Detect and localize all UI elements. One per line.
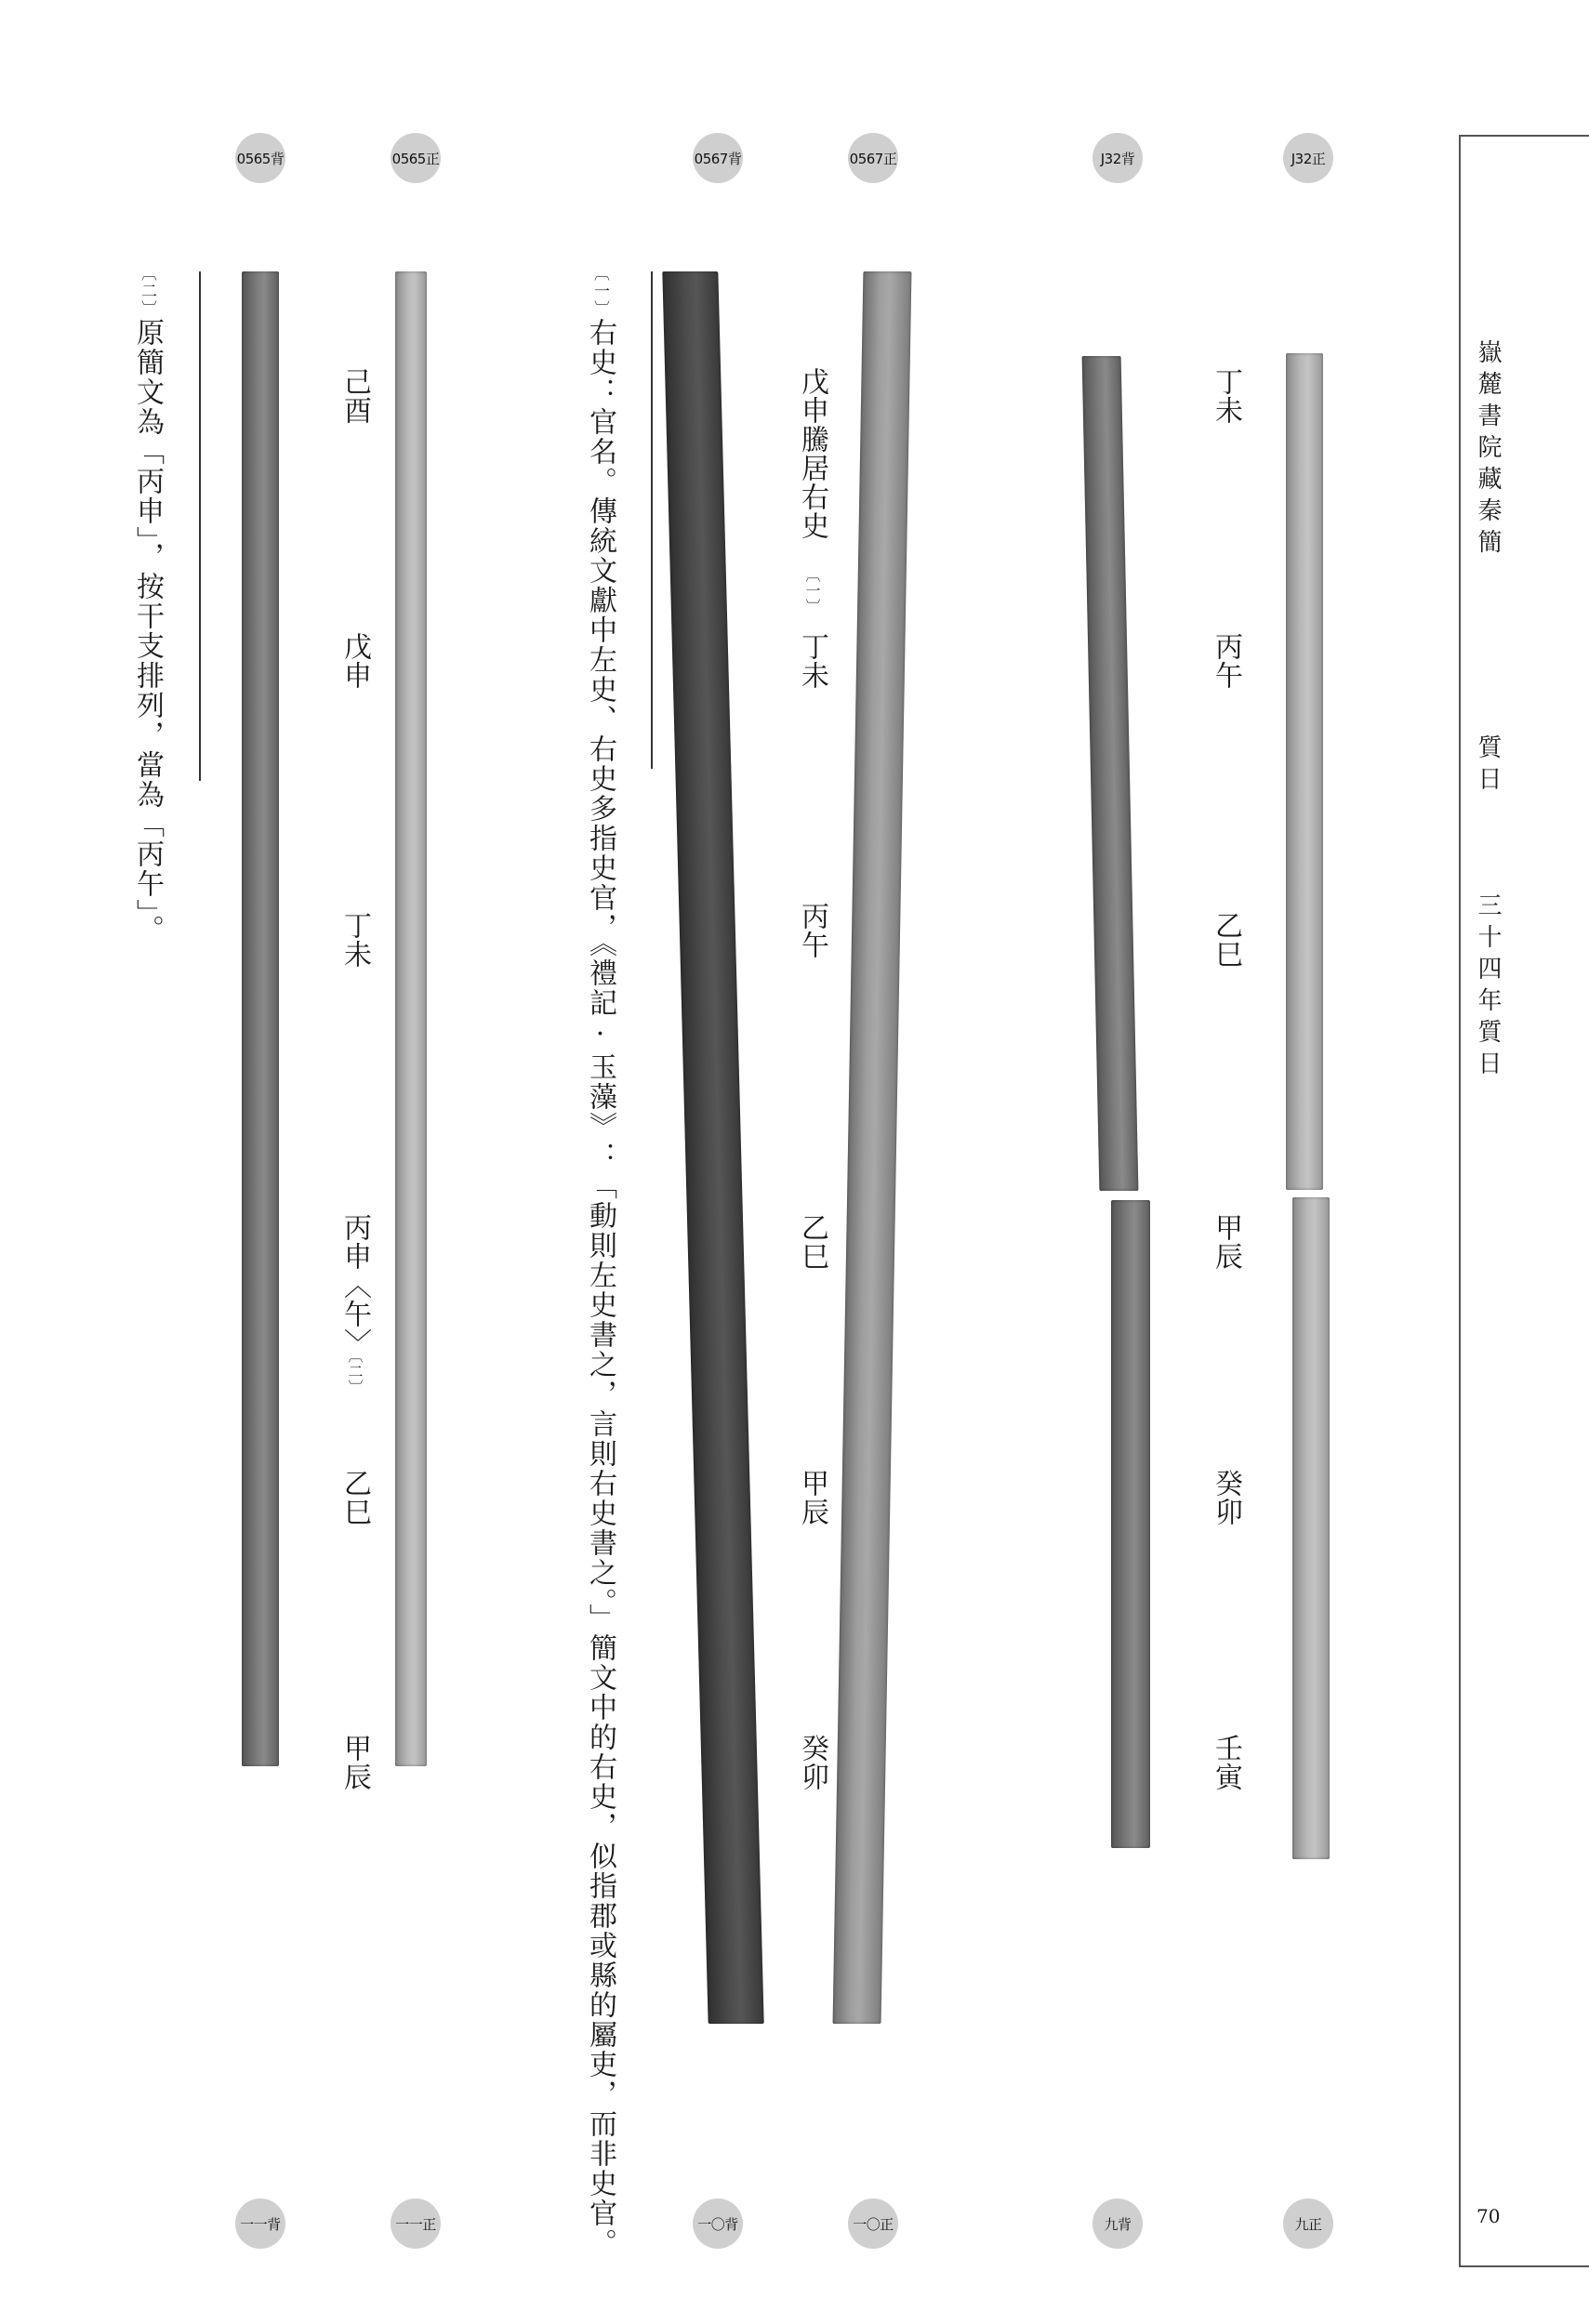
- slip-0567-front: [833, 271, 912, 2024]
- bottom-label-0565-front: 一一正: [391, 2199, 441, 2249]
- j32-day-5: 癸卯: [1210, 1469, 1242, 1526]
- bottom-label-0567-front: 一〇正: [848, 2199, 898, 2249]
- note-1-text: 右史：官名。傳統文獻中左史、右史多指史官，《禮記·玉藻》：「動則左史書之，言則右史書之。」簡文中的右史，似指郡或縣的屬吏，而非史官。: [584, 318, 616, 2258]
- label-0567-front: 0567正: [848, 133, 898, 183]
- slip-j32-back-lower: [1111, 1200, 1150, 1848]
- label-0567-back: 0567背: [693, 133, 743, 183]
- bottom-label-0565-back: 一一背: [235, 2199, 285, 2249]
- label-0565-back: 0565背: [235, 133, 285, 183]
- j32-day-4: 甲辰: [1210, 1213, 1242, 1271]
- bottom-label-j32-back: 九背: [1092, 2199, 1143, 2249]
- note-2-mark: 〔二〕: [138, 265, 156, 318]
- subsection-title: 三十四年質日: [1474, 892, 1502, 1082]
- j32-day-2: 丙午: [1210, 632, 1242, 690]
- bottom-label-j32-front: 九正: [1283, 2199, 1333, 2249]
- slip-0565-back: [242, 271, 279, 1766]
- book-title: 嶽麓書院藏秦簡: [1474, 339, 1502, 561]
- s0565-day-3: 丁未: [338, 911, 371, 969]
- slip-j32-front-upper: [1286, 353, 1323, 1190]
- label-0565-front: 0565正: [391, 133, 441, 183]
- note-2: [131, 265, 164, 944]
- s0565-day-6: 乙巳: [338, 1469, 371, 1526]
- label-j32-back: J32背: [1092, 133, 1143, 183]
- s0567-day-6: 癸卯: [796, 1734, 828, 1791]
- s0567-entry-1: 戊申騰居右史: [796, 367, 828, 540]
- s0565-day-2: 戊申: [338, 632, 371, 690]
- bottom-label-0567-back: 一〇背: [693, 2199, 743, 2249]
- s0567-day-2: 丁未: [796, 632, 828, 690]
- s0567-day-3: 丙午: [796, 902, 828, 959]
- slip-0565-front: [395, 271, 427, 1766]
- s0567-day-4: 乙巳: [796, 1213, 828, 1271]
- note-1-rule: [651, 271, 653, 769]
- s0565-day-7: 甲辰: [338, 1734, 371, 1791]
- j32-day-1: 丁未: [1210, 367, 1242, 425]
- note-1: [586, 265, 614, 2258]
- label-j32-front: J32正: [1283, 133, 1333, 183]
- page-number: 70: [1476, 2205, 1501, 2227]
- s0567-day-5: 甲辰: [796, 1469, 828, 1526]
- s0565-day-1: 己酉: [338, 367, 371, 425]
- s0565-day-4: 丙申〈午〉: [338, 1213, 371, 1357]
- note-1-mark: 〔一〕: [590, 265, 609, 318]
- s0565-note-ref-2: 〔二〕: [346, 1348, 364, 1395]
- j32-day-3: 乙巳: [1210, 911, 1242, 969]
- section-title: 質日: [1474, 734, 1502, 798]
- note-2-rule: [199, 271, 201, 781]
- slip-j32-back-upper: [1082, 356, 1139, 1191]
- s0567-note-ref-1: 〔一〕: [803, 567, 821, 614]
- j32-day-6: 壬寅: [1210, 1734, 1242, 1791]
- slip-j32-front-lower: [1292, 1197, 1330, 1859]
- note-2-text: 原簡文為「丙申」，按干支排列，當為「丙午」。: [131, 318, 164, 944]
- slip-0567-back: [662, 271, 763, 2024]
